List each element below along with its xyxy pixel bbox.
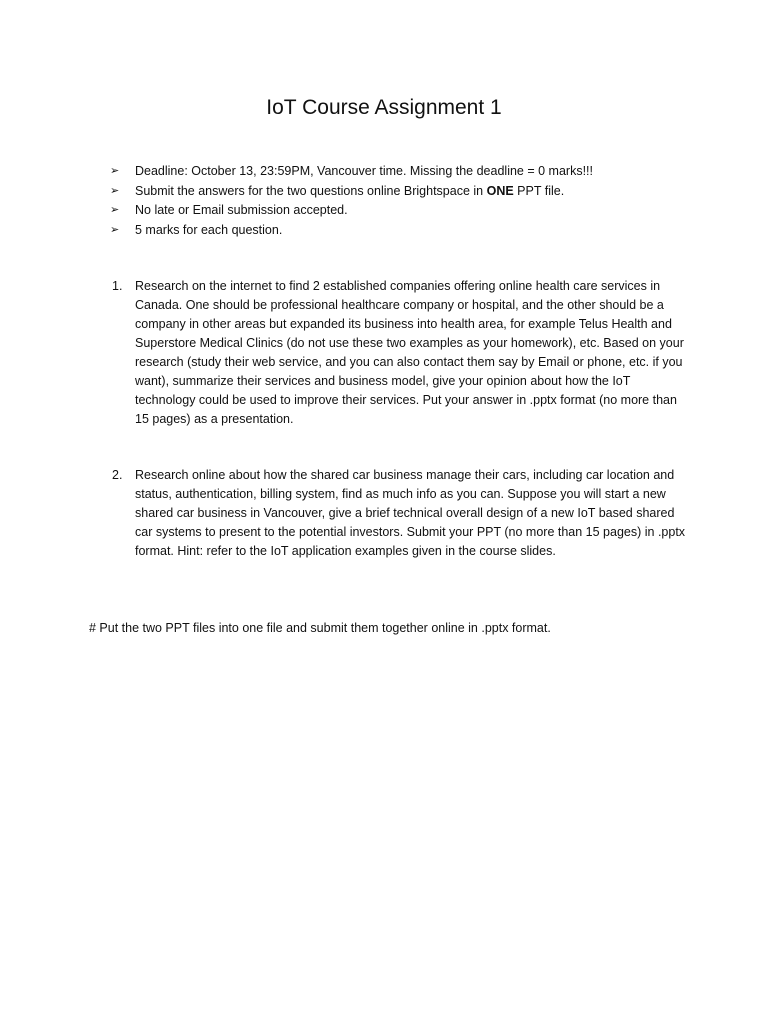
- bullet-text-before: Submit the answers for the two questions online Brightspace in: [135, 183, 487, 198]
- arrow-bullet-icon: ➢: [110, 184, 120, 197]
- requirements-list: [110, 162, 710, 240]
- question-1: [110, 277, 690, 429]
- document-title: IoT Course Assignment 1: [266, 96, 502, 119]
- list-item: [110, 162, 710, 182]
- list-item: [110, 201, 710, 221]
- bullet-text: Deadline: October 13, 23:59PM, Vancouver time. Missing the deadline = 0 marks!!!: [135, 164, 593, 178]
- question-2: [110, 466, 690, 561]
- bullet-text: No late or Email submission accepted.: [135, 203, 348, 217]
- arrow-bullet-icon: ➢: [110, 223, 120, 236]
- bullet-emphasis: ONE: [486, 183, 514, 198]
- arrow-bullet-icon: ➢: [110, 165, 120, 177]
- arrow-bullet-icon: ➢: [110, 204, 120, 216]
- submission-note: # Put the two PPT files into one file and submit them together online in .pptx format.: [89, 621, 551, 635]
- question-number: 1.: [112, 279, 123, 293]
- question-number: 2.: [112, 468, 123, 482]
- question-text: Research online about how the shared car business manage their cars, including car location and status, authentication, billing system, find as much info as you can. Suppose you will start a new shared car business in Vancouver, give a brief technical overall design of a new IoT based shared car systems to present to the potential investors. Submit your PPT (no more than 15 pages) in .pptx format. Hint: refer to the IoT application examples given in the course slides.: [135, 468, 686, 558]
- bullet-text-after: PPT file.: [513, 183, 565, 198]
- bullet-text: [135, 184, 564, 198]
- bullet-text: 5 marks for each question.: [135, 222, 283, 237]
- list-item: [110, 221, 710, 241]
- question-text: Research on the internet to find 2 established companies offering online health care services in Canada. One should be professional healthcare company or hospital, and the other should be a company in other areas but expanded its business into health area, for example Telus Health and Superstore Medical Clinics (do not use these two examples as your homework), etc. Based on your research (study their web service, and you can also contact them say by Email or phone, etc. if you want), summarize their services and business model, give your opinion about how the IoT technology could be used to improve their services. Put your answer in .pptx format (no more than 15 pages) as a presentation.: [135, 279, 684, 426]
- list-item: [110, 277, 690, 429]
- list-item: [110, 182, 710, 202]
- list-item: [110, 466, 690, 561]
